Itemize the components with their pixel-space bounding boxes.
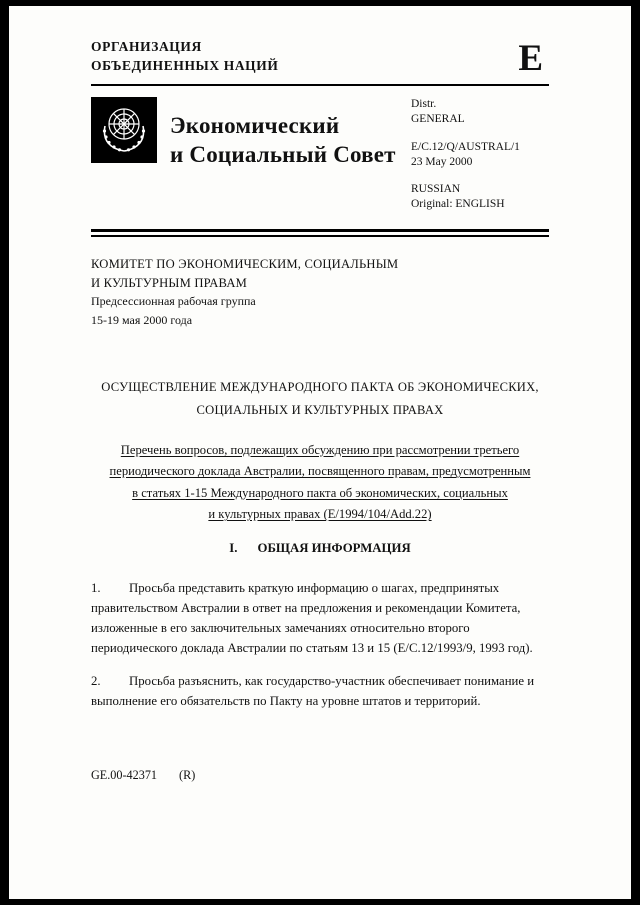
paragraph-1 [91, 578, 549, 658]
distribution-block [411, 97, 549, 213]
document-footer [91, 768, 195, 783]
org-name-line2: ОБЪЕДИНЕННЫХ НАЦИЙ [91, 57, 279, 73]
section-heading [91, 541, 549, 556]
paragraph-2-text: Просьба разъяснить, как государство-участник обеспечивает понимание и выполнение его обязательств по Пакту на уровне штатов и территорий. [91, 673, 535, 708]
document-title-line1: ОСУЩЕСТВЛЕНИЕ МЕЖДУНАРОДНОГО ПАКТА ОБ ЭКОНОМИЧЕСКИХ, [101, 379, 539, 394]
paragraph-1-number: 1. [91, 580, 101, 595]
paragraph-1-text: Просьба представить краткую информацию о шагах, предпринятых правительством Австралии в ответ на предложения и рекомендации Комитета, изложенные в его заключительных замечаниях относительно второго периодического доклада Австралии по статьям 13 и 15 (E/C.12/1993/9, 1993 год). [91, 580, 533, 655]
council-title-line2: и Социальный Совет [170, 142, 396, 168]
document-subtitle [91, 440, 549, 526]
document-language: RUSSIAN [411, 183, 461, 196]
footer-language-code: (R) [179, 768, 196, 782]
un-emblem-icon [91, 97, 157, 168]
distr-value: GENERAL [411, 113, 465, 126]
document-series-letter: E [518, 38, 543, 79]
document-header [91, 38, 549, 77]
document-page [9, 6, 631, 899]
document-title-line2: СОЦИАЛЬНЫХ И КУЛЬТУРНЫХ ПРАВАХ [196, 402, 444, 417]
committee-block [91, 255, 549, 330]
council-title-line1: Экономический [170, 113, 340, 138]
council-title [170, 111, 396, 170]
session-dates: 15-19 мая 2000 года [91, 313, 193, 328]
committee-name-line2: И КУЛЬТУРНЫМ ПРАВАМ [91, 275, 248, 290]
working-group: Предсессионная рабочая группа [91, 294, 256, 309]
footer-reference: GE.00-42371 [91, 768, 158, 782]
language-group [411, 182, 549, 213]
org-name-line1: ОРГАНИЗАЦИЯ [91, 39, 202, 54]
original-language: Original: ENGLISH [411, 198, 505, 211]
un-org-name [91, 38, 278, 75]
subtitle-line2: периодического доклада Австралии, посвященного правам, предусмотренным [109, 464, 531, 479]
document-date: 23 May 2000 [411, 155, 473, 168]
paragraph-2 [91, 671, 549, 711]
paragraph-2-number: 2. [91, 673, 101, 688]
subtitle-line1: Перечень вопросов, подлежащих обсуждению при рассмотрении третьего [120, 442, 520, 457]
committee-name-line1: КОМИТЕТ ПО ЭКОНОМИЧЕСКИМ, СОЦИАЛЬНЫМ [91, 256, 399, 271]
header-rule [91, 84, 549, 86]
masthead-double-rule [91, 229, 549, 237]
masthead [91, 97, 549, 213]
subtitle-line3: в статьях 1-15 Международного пакта об экономических, социальных [132, 485, 508, 500]
document-symbol: E/C.12/Q/AUSTRAL/1 [411, 140, 520, 153]
symbol-group [411, 140, 549, 171]
section-numeral: I. [229, 540, 238, 555]
subtitle-line4: и культурных правах (E/1994/104/Add.22) [208, 507, 432, 522]
document-title [91, 376, 549, 422]
distr-label: Distr. [411, 98, 437, 110]
section-title: ОБЩАЯ ИНФОРМАЦИЯ [257, 540, 411, 555]
distr-group [411, 97, 549, 128]
